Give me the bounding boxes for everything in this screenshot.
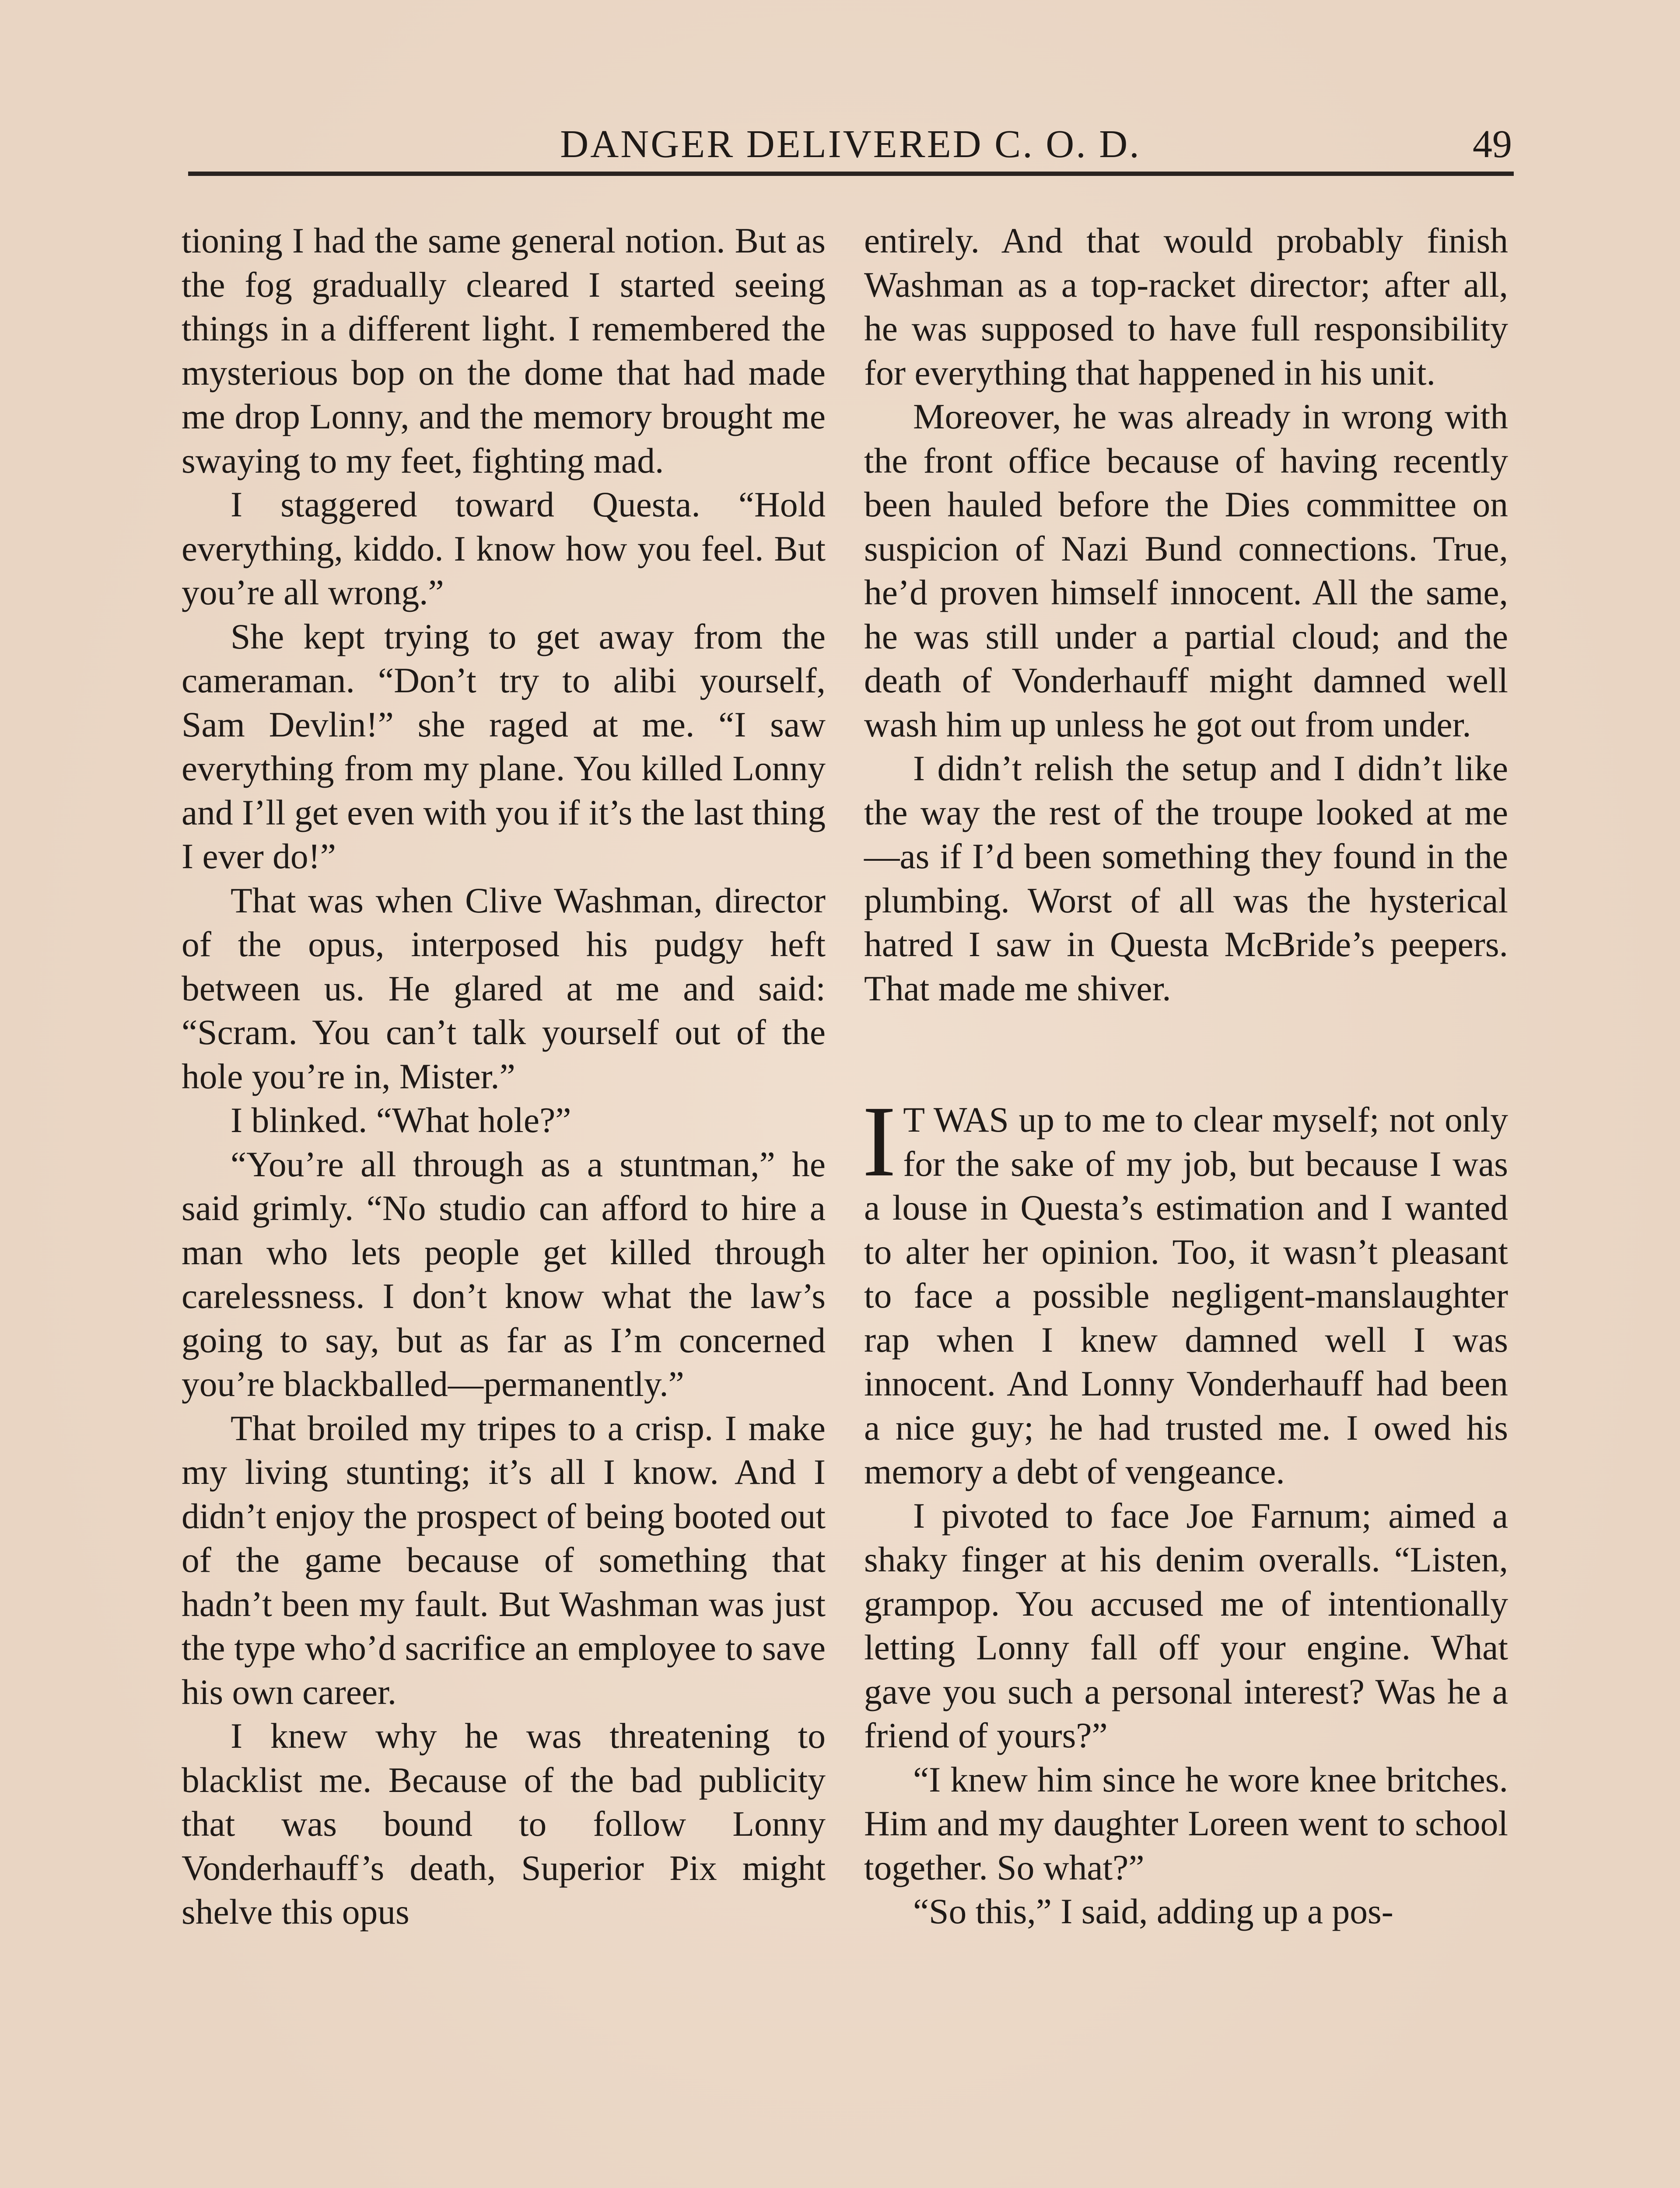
paragraph: Moreover, he was already in wrong with the front office because of having recently been hauled before the Dies committee on suspicion of Nazi Bund connections. True, he’d proven himself innocent. All the same, he was still under a partial cloud; and the death of Vonderhauff might damned well wash him up unless he got out from under.	[864, 396, 1508, 744]
header-rule	[188, 172, 1514, 176]
paragraph: That broiled my tripes to a crisp. I make my living stunting; it’s all I know. And I didn’t enjoy the prospect of being booted out of the game because of something that hadn’t been my fault. But Washman was just the type who’d sacrifice an employee to save his own career.	[182, 1408, 826, 1712]
paragraph: entirely. And that would probably finish Washman as a top-racket director; after all, he was supposed to have full responsibility for everything that happened in his unit.	[864, 221, 1508, 393]
drop-cap: I	[862, 1085, 896, 1198]
paragraph: She kept trying to get away from the cameraman. “Don’t try to alibi yourself, Sam Devlin!” she raged at me. “I saw everything from my plane. You killed Lonny and I’ll get even with you if it’s the last thing I ever do!”	[182, 616, 826, 876]
page-number: 49	[1473, 123, 1512, 166]
right-column	[864, 219, 1508, 1934]
paragraph: “So this,” I said, adding up a pos-	[913, 1891, 1393, 1931]
paragraph: I didn’t relish the setup and I didn’t like the way the rest of the troupe looked at me—as if I’d been something they found in the plumbing. Worst of all was the hysterical hatred I saw in Questa McBride’s peepers. That made me shiver.	[864, 748, 1508, 1008]
paragraph: I knew why he was threatening to blacklist me. Because of the bad publicity that was bound to follow Lonny Vonderhauff’s death, Superior Pix might shelve this opus	[182, 1716, 826, 1932]
paragraph: I pivoted to face Joe Farnum; aimed a shaky finger at his denim overalls. “Listen, grampop. You accused me of intentionally letting Lonny fall off your engine. What gave you such a personal interest? Was he a friend of yours?”	[864, 1495, 1508, 1755]
lead-caps: T WAS	[903, 1100, 1009, 1140]
paragraph: That was when Clive Washman, director of the opus, interposed his pudgy heft between us. He glared at me and said: “Scram. You can’t talk yourself out of the hole you’re in, Mister.”	[182, 880, 826, 1096]
section-opening-text: up to me to clear myself; not only for the sake of my job, but because I was a louse in Questa’s estimation and I wanted to alter her opinion. Too, it wasn’t pleasant to face a possible negligent-manslaughter rap when I knew damned well I was innocent. And Lonny Vonderhauff had been a nice guy; he had trusted me. I owed his memory a debt of vengeance.	[864, 1100, 1508, 1491]
section-opening-paragraph	[862, 1085, 1508, 1494]
paragraph: “You’re all through as a stuntman,” he said grimly. “No studio can afford to hire a man who lets people get killed through carelessness. I don’t know what the law’s going to say, but as far as I’m concerned you’re blackballed—permanently.”	[182, 1144, 826, 1404]
paragraph: I blinked. “What hole?”	[231, 1100, 571, 1140]
left-column	[182, 219, 826, 1934]
paragraph: “I knew him since he wore knee britches. Him and my daughter Loreen went to school together. So what?”	[864, 1759, 1508, 1887]
running-head	[189, 118, 1512, 171]
paragraph: I staggered toward Questa. “Hold everything, kiddo. I know how you feel. But you’re all wrong.”	[182, 484, 826, 612]
paragraph: tioning I had the same general notion. But as the fog gradually cleared I started seeing things in a different light. I remembered the mysterious bop on the dome that had made me drop Lonny, and the memory brought me swaying to my feet, fighting mad.	[182, 221, 826, 480]
running-title: DANGER DELIVERED C. O. D.	[560, 123, 1141, 166]
